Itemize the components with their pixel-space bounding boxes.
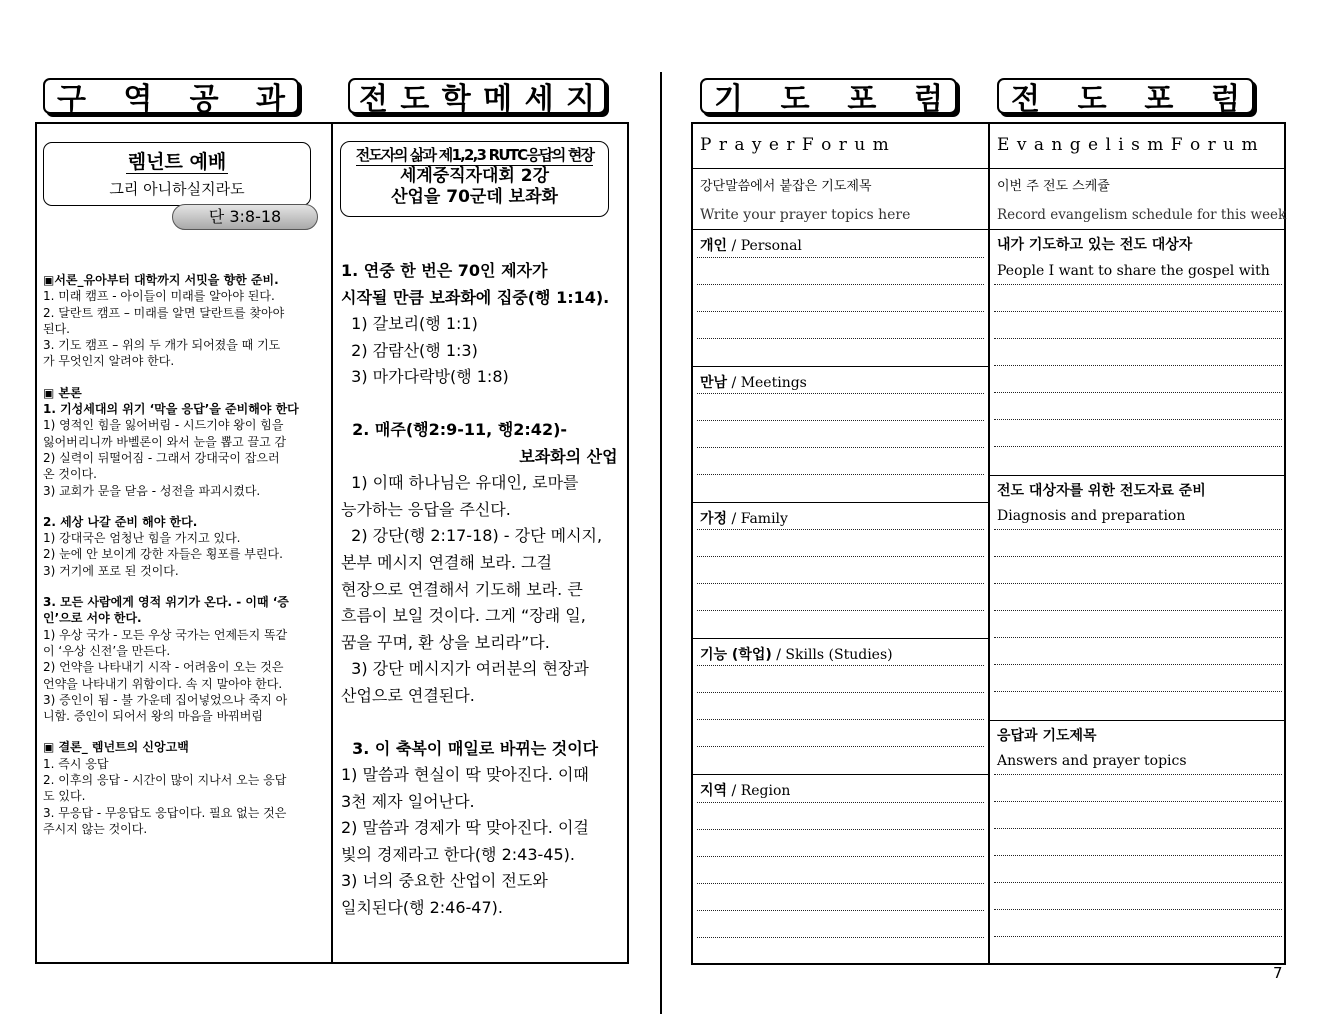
text-line: 산업으로 연결된다. bbox=[341, 685, 475, 705]
message-title-box bbox=[340, 141, 609, 217]
gospel-targets-hint: People I want to share the gospel with bbox=[997, 263, 1270, 279]
preparation-hint: Diagnosis and preparation bbox=[997, 508, 1186, 524]
writing-line[interactable] bbox=[697, 529, 984, 530]
sermon-title: 렘넌트 예배 bbox=[127, 151, 227, 173]
header-char: 학 bbox=[441, 82, 471, 117]
writing-line[interactable] bbox=[697, 311, 984, 312]
rule bbox=[691, 366, 988, 367]
header-char: 전 bbox=[359, 82, 388, 117]
writing-line[interactable] bbox=[697, 338, 984, 339]
cell-lesson-header bbox=[43, 78, 299, 117]
writing-line[interactable] bbox=[697, 883, 984, 884]
header-char: 럼 bbox=[1211, 82, 1240, 117]
writing-line[interactable] bbox=[994, 691, 1282, 692]
text-line: 3) 교회가 문을 닫음 - 성전을 파괴시켰다. bbox=[43, 483, 261, 498]
text-line: 2) 눈에 안 보이게 강한 자들은 횡포를 부린다. bbox=[43, 547, 283, 562]
writing-line[interactable] bbox=[994, 419, 1282, 420]
writing-line[interactable] bbox=[994, 936, 1282, 937]
text-line: 빛의 경제라고 한다(행 2:43-45). bbox=[341, 844, 575, 864]
writing-line[interactable] bbox=[994, 882, 1282, 883]
prayer-forum-header bbox=[700, 78, 957, 117]
writing-line[interactable] bbox=[697, 692, 984, 693]
text-line: 2) 언약을 나타내기 시작 - 어려움이 오는 것은 bbox=[43, 660, 284, 675]
text-line: 1) 말씀과 현실이 딱 맞아진다. 이때 bbox=[341, 765, 589, 785]
spacer bbox=[43, 370, 324, 385]
text-line: 1. 즉시 응답 bbox=[43, 756, 109, 771]
writing-line[interactable] bbox=[994, 583, 1282, 584]
writing-line[interactable] bbox=[697, 474, 984, 475]
preparation-label: 전도 대상자를 위한 전도자료 준비 bbox=[997, 483, 1206, 499]
page-divider bbox=[660, 72, 662, 1014]
writing-line[interactable] bbox=[994, 446, 1282, 447]
text-line: 2) 실력이 뒤떨어짐 - 그래서 강대국이 잡으러 bbox=[43, 450, 280, 465]
text-line: 1) 영적인 힘을 잃어버림 - 시드기야 왕이 힘을 bbox=[43, 418, 284, 433]
rule bbox=[990, 475, 1286, 476]
writing-line[interactable] bbox=[697, 719, 984, 720]
cell-lesson-text bbox=[43, 272, 324, 837]
header-char: 과 bbox=[255, 82, 285, 117]
writing-line[interactable] bbox=[994, 828, 1282, 829]
text-line: 본부 메시지 연결해 보라. 그걸 bbox=[341, 552, 552, 572]
writing-line[interactable] bbox=[697, 856, 984, 857]
writing-line[interactable] bbox=[994, 338, 1282, 339]
scripture-reference-badge: 단 3:8-18 bbox=[172, 204, 318, 230]
spacer bbox=[43, 579, 324, 594]
gospel-targets-label: 내가 기도하고 있는 전도 대상자 bbox=[997, 237, 1193, 253]
text-line: 3) 너의 중요한 산업이 전도와 bbox=[341, 871, 548, 891]
writing-line[interactable] bbox=[697, 447, 984, 448]
text-line: 흐름이 보일 것이다. 그게 “장래 일, bbox=[341, 606, 586, 626]
skills-section-label: 기능 (학업) / Skills (Studies) bbox=[700, 647, 893, 663]
text-line: 2. 달란트 캠프 – 미래를 알면 달란트를 찾아야 bbox=[43, 305, 285, 320]
writing-line[interactable] bbox=[994, 365, 1282, 366]
header-char: 도 bbox=[780, 82, 810, 117]
writing-line[interactable] bbox=[697, 583, 984, 584]
text-line: 3) 강단 메시지가 여러분의 현장과 bbox=[341, 659, 589, 679]
writing-line[interactable] bbox=[994, 556, 1282, 557]
writing-line[interactable] bbox=[994, 637, 1282, 638]
text-line: 인’으로 서야 한다. bbox=[43, 611, 142, 626]
text-line: 3) 마가다락방(행 1:8) bbox=[341, 367, 509, 387]
header-char: 공 bbox=[189, 82, 219, 117]
writing-line[interactable] bbox=[994, 855, 1282, 856]
header-char: 도 bbox=[1077, 82, 1107, 117]
message-event: 세계중직자대회 2강 bbox=[399, 166, 550, 186]
text-line: 시작될 만큼 보좌화에 집중(행 1:14). bbox=[341, 287, 610, 307]
text-line: 보좌화의 산업 bbox=[341, 446, 618, 466]
answers-label: 응답과 기도제목 bbox=[997, 728, 1097, 744]
text-line: ▣서론_유아부터 대학까지 서밋을 향한 준비. bbox=[43, 273, 279, 287]
header-char: 전 bbox=[1011, 82, 1040, 117]
writing-line[interactable] bbox=[994, 909, 1282, 910]
prayer-forum-title: P r a y e r F o r u m bbox=[700, 135, 890, 155]
writing-line[interactable] bbox=[994, 610, 1282, 611]
message-title: 산업을 70군데 보좌화 bbox=[391, 187, 558, 207]
header-char: 럼 bbox=[914, 82, 943, 117]
text-line: 3. 이 축복이 매일로 바뀌는 것이다 bbox=[341, 738, 599, 758]
rule bbox=[990, 720, 1286, 721]
family-section-label: 가정 / Family bbox=[700, 511, 788, 527]
writing-line[interactable] bbox=[697, 284, 984, 285]
header-char: 도 bbox=[400, 82, 430, 117]
header-char: 포 bbox=[1144, 82, 1174, 117]
text-line: 잃어버리니까 바벨론이 와서 눈을 뽑고 끌고 감 bbox=[43, 434, 287, 449]
rule bbox=[691, 168, 1286, 169]
message-series-title: 전도자의 삶과 제1,2,3 RUTC응답의 현장 bbox=[355, 146, 594, 164]
text-line: 도 있다. bbox=[43, 789, 86, 804]
page-number: 7 bbox=[1273, 964, 1283, 982]
spacer bbox=[341, 710, 621, 736]
text-line: 3. 기도 캠프 – 위의 두 개가 되어졌을 때 기도 bbox=[43, 338, 281, 353]
writing-line[interactable] bbox=[697, 665, 984, 666]
header-char: 지 bbox=[565, 82, 595, 117]
text-line: 2) 말씀과 경제가 딱 맞아진다. 이걸 bbox=[341, 818, 589, 838]
text-line: 3. 모든 사람에게 영적 위기가 온다. - 이때 ‘증 bbox=[43, 595, 289, 610]
text-line: 1. 기성세대의 위기 ‘막을 응답’을 준비해야 한다 bbox=[43, 402, 299, 417]
header-char: 포 bbox=[847, 82, 877, 117]
text-line: 1) 이때 하나님은 유대인, 로마를 bbox=[341, 473, 579, 493]
writing-line[interactable] bbox=[994, 392, 1282, 393]
text-line: ▣ 본론 bbox=[43, 385, 82, 400]
rule bbox=[691, 229, 1286, 230]
evangelism-forum-title: E v a n g e l i s m F o r u m bbox=[997, 135, 1259, 155]
header-char: 메 bbox=[483, 82, 513, 117]
header-char: 세 bbox=[524, 82, 554, 117]
evangelism-message-header bbox=[348, 78, 606, 117]
writing-line[interactable] bbox=[994, 801, 1282, 802]
text-line: 일치된다(행 2:46-47). bbox=[341, 898, 503, 918]
writing-line[interactable] bbox=[697, 937, 984, 938]
evangelism-schedule-label: 이번 주 전도 스케쥴 bbox=[997, 179, 1110, 194]
text-line: 3천 제자 일어난다. bbox=[341, 791, 475, 811]
text-line: 3) 증인이 됨 - 불 가운데 집어넣었으나 죽지 아 bbox=[43, 692, 288, 707]
prayer-topics-hint: Write your prayer topics here bbox=[700, 207, 911, 223]
rule bbox=[691, 774, 988, 775]
text-line: 주시지 않는 것이다. bbox=[43, 821, 148, 836]
text-line: 3) 거기에 포로 된 것이다. bbox=[43, 563, 179, 578]
spacer bbox=[43, 724, 324, 739]
text-line: 2) 감람산(행 1:3) bbox=[341, 340, 478, 360]
writing-line[interactable] bbox=[697, 829, 984, 830]
text-line: 가 무엇인지 알려야 한다. bbox=[43, 354, 175, 369]
writing-line[interactable] bbox=[994, 664, 1282, 665]
writing-line[interactable] bbox=[697, 556, 984, 557]
header-char: 역 bbox=[123, 82, 153, 117]
spacer bbox=[43, 499, 324, 514]
right-column-separator bbox=[988, 122, 990, 965]
evangelism-forum-header bbox=[997, 78, 1254, 117]
rule bbox=[691, 638, 988, 639]
text-line: 1) 갈보리(행 1:1) bbox=[341, 314, 478, 334]
text-line: 능가하는 응답을 주신다. bbox=[341, 499, 511, 519]
text-line: 2. 세상 나갈 준비 해야 한다. bbox=[43, 514, 198, 529]
writing-line[interactable] bbox=[697, 746, 984, 747]
writing-line[interactable] bbox=[697, 393, 984, 394]
writing-line[interactable] bbox=[994, 284, 1282, 285]
text-line: 1) 우상 국가 - 모든 우상 국가는 언제든지 똑같 bbox=[43, 627, 288, 642]
header-char: 기 bbox=[714, 82, 743, 117]
answers-hint: Answers and prayer topics bbox=[997, 753, 1187, 769]
writing-line[interactable] bbox=[994, 774, 1282, 775]
text-line: 1. 연중 한 번은 70인 제자가 bbox=[341, 261, 548, 280]
text-line: 2. 매주(행2:9-11, 행2:42)- bbox=[341, 419, 568, 439]
writing-line[interactable] bbox=[994, 529, 1282, 530]
meetings-section-label: 만남 / Meetings bbox=[700, 375, 807, 391]
writing-line[interactable] bbox=[697, 910, 984, 911]
writing-line[interactable] bbox=[697, 610, 984, 611]
writing-line[interactable] bbox=[994, 311, 1282, 312]
text-line: 온 것이다. bbox=[43, 467, 97, 482]
spacer bbox=[341, 391, 621, 417]
personal-section-label: 개인 / Personal bbox=[700, 238, 802, 254]
text-line: 된다. bbox=[43, 321, 70, 336]
writing-line[interactable] bbox=[697, 420, 984, 421]
evangelism-schedule-hint: Record evangelism schedule for this week bbox=[997, 207, 1287, 223]
prayer-topics-label: 강단말씀에서 붙잡은 기도제목 bbox=[700, 179, 872, 194]
writing-line[interactable] bbox=[697, 257, 984, 258]
writing-line[interactable] bbox=[697, 802, 984, 803]
text-line: 1) 강대국은 엄청난 힘을 가지고 있다. bbox=[43, 531, 241, 546]
text-line: 니함. 증인이 되어서 왕의 마음을 바꿔버림 bbox=[43, 709, 263, 724]
region-section-label: 지역 / Region bbox=[700, 783, 791, 799]
text-line: ▣ 결론_ 렘넌트의 신앙고백 bbox=[43, 740, 189, 755]
rule bbox=[691, 502, 988, 503]
text-line: 언약을 나타내기 위함이다. 속 지 말아야 한다. bbox=[43, 676, 283, 691]
text-line: 꿈을 꾸며, 환 상을 보리라”다. bbox=[341, 632, 550, 652]
header-char: 구 bbox=[57, 82, 86, 117]
sermon-subtitle: 그리 아니하실지라도 bbox=[109, 180, 245, 198]
left-column-separator bbox=[331, 122, 333, 964]
text-line: 이 ‘우상 신전’을 만든다. bbox=[43, 643, 171, 658]
text-line: 2. 이후의 응답 - 시간이 많이 지나서 오는 응답 bbox=[43, 773, 287, 788]
text-line: 3. 무응답 - 무응답도 응답이다. 필요 없는 것은 bbox=[43, 805, 287, 820]
text-line: 1. 미래 캠프 - 아이들이 미래를 알아야 된다. bbox=[43, 289, 275, 304]
sermon-title-box bbox=[43, 142, 311, 206]
text-line: 2) 강단(행 2:17-18) - 강단 메시지, bbox=[341, 526, 603, 546]
evangelism-message-text bbox=[341, 258, 621, 922]
text-line: 현장으로 연결해서 기도해 보라. 큰 bbox=[341, 579, 583, 599]
